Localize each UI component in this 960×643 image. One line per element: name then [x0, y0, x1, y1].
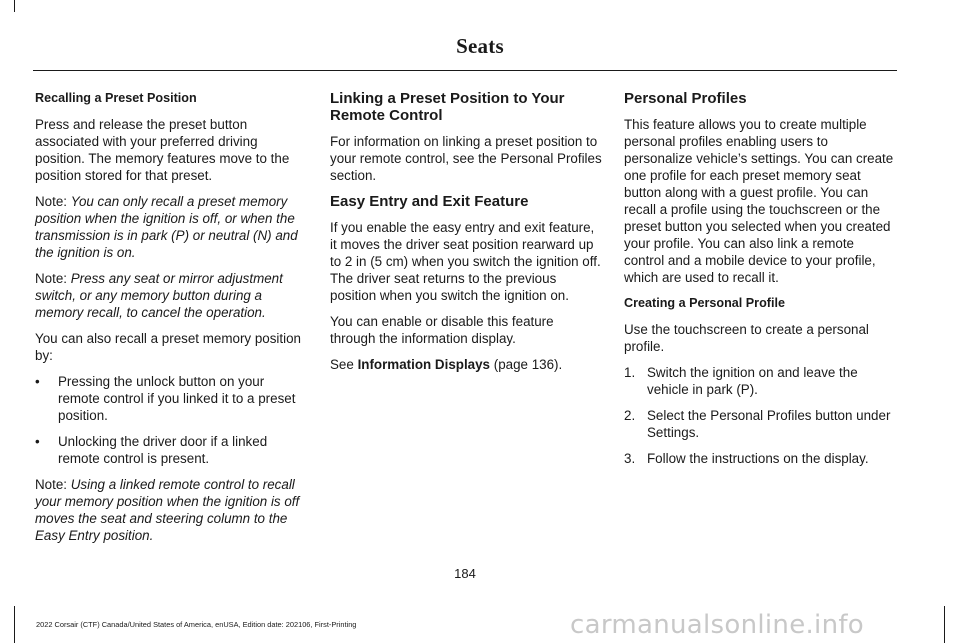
page-title: Seats	[456, 34, 504, 58]
linking-preset-heading: Linking a Preset Position to Your Remote Control	[330, 90, 565, 124]
bullet-icon: •	[35, 434, 40, 449]
personal-profiles-paragraph: This feature allows you to create multiple personal profiles enabling users to personalize vehicle’s settings. You can create one profile for each preset memory seat button along with a guest profile. You can recall a profile using the touchscreen or the preset button you selected when you created your profile. You can also link a remote control and a mobile device to your profile, which are used to recall it.	[624, 117, 894, 285]
column-left	[35, 90, 307, 553]
note-ignition	[35, 193, 307, 261]
edition-footer: 2022 Corsair (CTF) Canada/United States of America, enUSA, Edition date: 202106, First-Printing	[36, 620, 357, 629]
step-number: 2.	[624, 408, 636, 423]
enable-disable-paragraph: You can enable or disable this feature through the information display.	[330, 314, 554, 346]
note-cancel	[35, 270, 307, 321]
personal-profiles-heading: Personal Profiles	[624, 90, 747, 107]
note-remote-recall	[35, 476, 307, 544]
step-number: 3.	[624, 451, 636, 466]
note-text: Press any seat or mirror adjustment switch, or any memory button during a memory recall, to cancel the operation.	[35, 271, 283, 320]
linking-preset-paragraph: For information on linking a preset position to your remote control, see the Personal Profiles section.	[330, 134, 602, 183]
list-item	[624, 407, 896, 441]
step-text: Select the Personal Profiles button under Settings.	[647, 408, 891, 440]
easy-entry-heading: Easy Entry and Exit Feature	[330, 193, 529, 210]
column-middle	[330, 90, 602, 382]
watermark: carmanualsonline.info	[570, 610, 865, 640]
creating-profile-paragraph: Use the touchscreen to create a personal profile.	[624, 322, 869, 354]
bullet-icon: •	[35, 374, 40, 389]
recalling-preset-heading: Recalling a Preset Position	[35, 91, 197, 105]
step-number: 1.	[624, 365, 636, 380]
information-displays-link[interactable]: Information Displays	[357, 357, 491, 372]
list-item-text: Unlocking the driver door if a linked remote control is present.	[58, 434, 268, 466]
note-label: Note:	[35, 271, 68, 286]
column-right	[624, 90, 896, 476]
list-item-text: Pressing the unlock button on your remote control if you linked it to a preset position.	[58, 374, 296, 423]
crop-mark-bottom-left	[14, 606, 15, 643]
recall-methods-list	[35, 373, 307, 467]
profile-steps-list	[624, 364, 896, 467]
recall-methods-intro: You can also recall a preset memory position by:	[35, 331, 301, 363]
title-divider	[33, 70, 897, 71]
list-item	[624, 450, 896, 467]
list-item	[35, 373, 307, 424]
list-item	[624, 364, 896, 398]
crop-mark-bottom-right	[944, 606, 945, 643]
see-reference	[330, 356, 602, 373]
see-prefix: See	[330, 357, 354, 372]
creating-profile-heading: Creating a Personal Profile	[624, 296, 785, 310]
see-suffix: (page 136).	[493, 357, 563, 372]
note-label: Note:	[35, 194, 68, 209]
list-item	[35, 433, 307, 467]
step-text: Follow the instructions on the display.	[647, 451, 869, 466]
page-number: 184	[454, 566, 476, 581]
note-label: Note:	[35, 477, 68, 492]
crop-mark-top-left	[14, 0, 15, 12]
note-text: You can only recall a preset memory position when the ignition is off, or when the transmission is in park (P) or neutral (N) and the ignition is on.	[35, 194, 298, 260]
recalling-preset-paragraph: Press and release the preset button associated with your preferred driving position. The memory features move to the position stored for that preset.	[35, 117, 290, 183]
note-text: Using a linked remote control to recall your memory position when the ignition is off moves the seat and steering column to the Easy Entry position.	[35, 477, 300, 543]
easy-entry-paragraph: If you enable the easy entry and exit feature, it moves the driver seat position rearward up to 2 in (5 cm) when you switch the ignition off. The driver seat returns to the previous position when you switch the ignition on.	[330, 220, 601, 303]
step-text: Switch the ignition on and leave the vehicle in park (P).	[647, 365, 858, 397]
